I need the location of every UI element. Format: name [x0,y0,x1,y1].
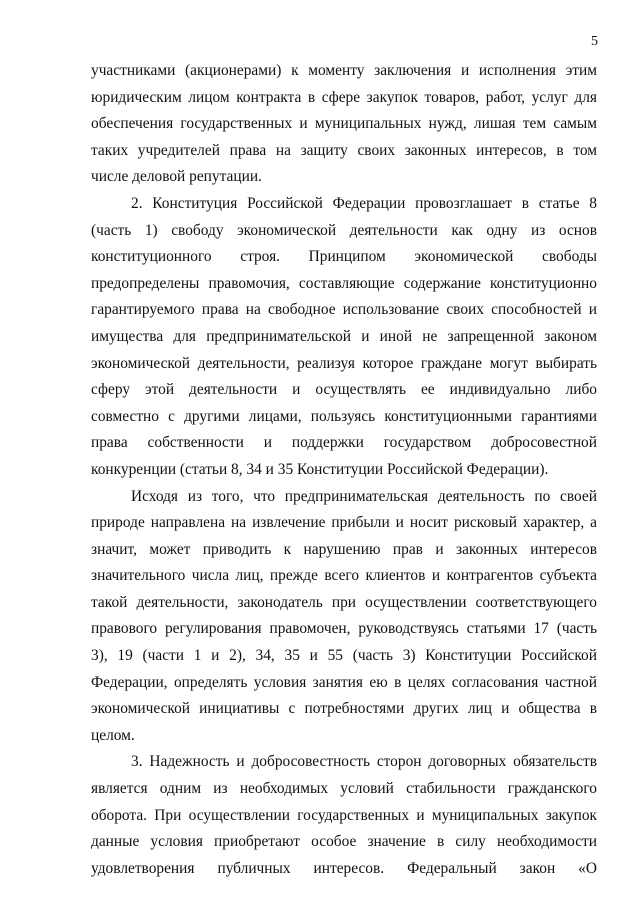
text-line: природе направлена на извлечение прибыли и носит рисковый характер, а [91,514,597,532]
text-line: права собственности и поддержки государством добросовестной [91,434,597,452]
text-line: удовлетворения публичных интересов. Федеральный закон «О [91,859,597,877]
text-line: числе деловой репутации. [91,168,262,186]
text-line: конституционного строя. Принципом экономической свободы [91,248,597,266]
text-line: целом. [91,726,135,744]
text-line: данные условия приобретают особое значение в силу необходимости [91,833,597,851]
text-line: экономической инициативы с потребностями других лиц и общества в [91,700,597,718]
text-line: (часть 1) свободу экономической деятельности как одну из основ [91,221,597,239]
text-line: 3), 19 (части 1 и 2), 34, 35 и 55 (часть 3) Конституции Российской [91,647,597,665]
text-line: предопределены правомочия, составляющие содержание конституционно [91,274,597,292]
text-line: конкуренции (статьи 8, 34 и 35 Конституции Российской Федерации). [91,460,549,478]
text-line: Исходя из того, что предпринимательская деятельность по своей [131,487,597,505]
text-line: значительного числа лиц, прежде всего клиентов и контрагентов субъекта [91,567,597,585]
text-line: экономической деятельности, реализуя которое граждане могут выбирать [91,354,597,372]
text-line: имущества для предпринимательской и иной не запрещенной законом [91,327,597,345]
text-line: сферу этой деятельности и осуществлять ее индивидуально либо [91,381,597,399]
text-line: обеспечения государственных и муниципальных нужд, лишая тем самым [91,115,597,133]
body-text [91,58,597,882]
text-line: 2. Конституция Российской Федерации провозглашает в статье 8 [131,194,597,212]
text-line: является одним из необходимых условий стабильности гражданского [91,780,597,798]
page-number: 5 [591,34,598,49]
text-line: юридическим лицом контракта в сфере закупок товаров, работ, услуг для [91,88,597,106]
text-line: правового регулирования правомочен, руководствуясь статьями 17 (часть [91,620,597,638]
text-line: такой деятельности, законодатель при осуществлении соответствующего [91,593,597,611]
text-line: участниками (акционерами) к моменту заключения и исполнения этим [91,62,597,79]
text-line: значит, может приводить к нарушению прав и законных интересов [91,540,597,558]
text-line: таких учредителей права на защиту своих законных интересов, в том [91,141,597,159]
text-line: оборота. При осуществлении государственных и муниципальных закупок [91,806,597,824]
text-line: совместно с другими лицами, пользуясь конституционными гарантиями [91,407,597,425]
text-line: 3. Надежность и добросовестность сторон договорных обязательств [131,753,597,771]
text-line: Федерации, определять условия занятия ею в целях согласования частной [91,673,597,691]
text-line: гарантируемого права на свободное использование своих способностей и [91,301,597,319]
